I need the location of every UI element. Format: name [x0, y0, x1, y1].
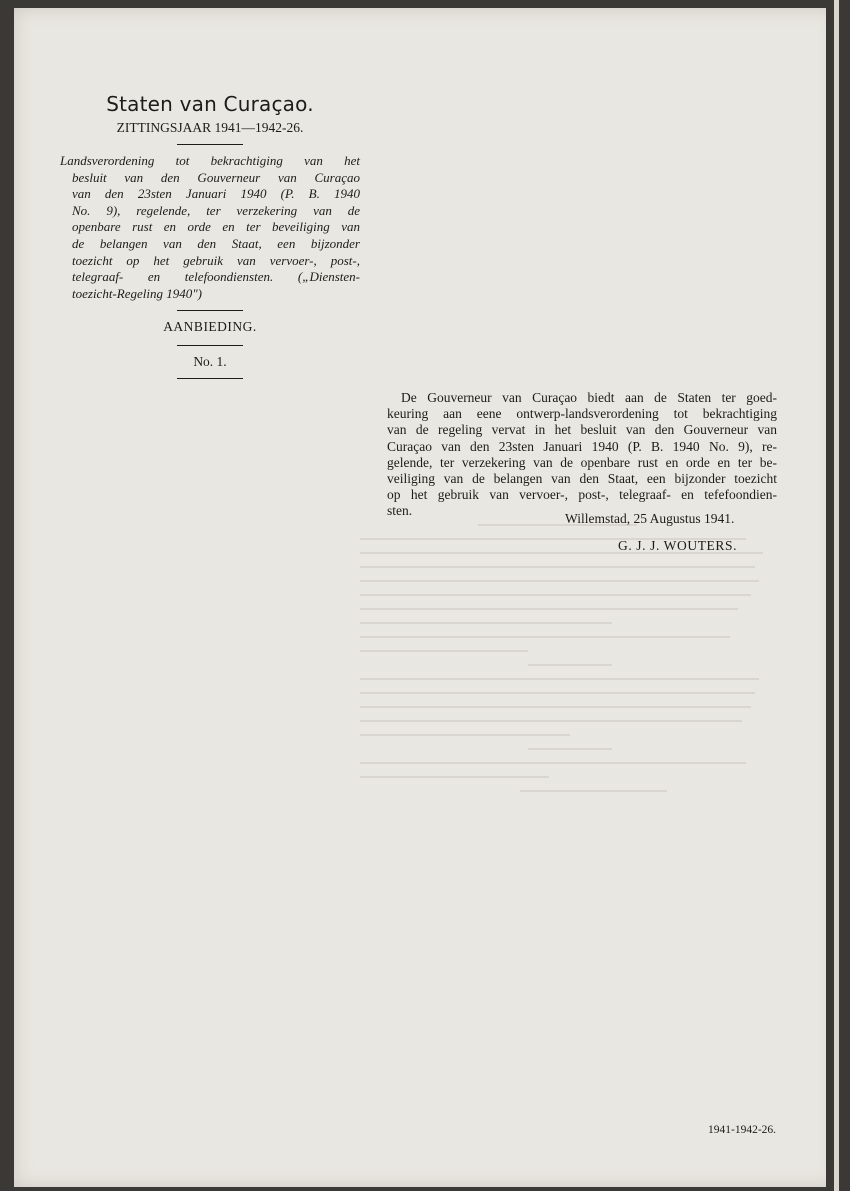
subject-line: van den 23sten Januari 1940 (P. B. 1940: [72, 186, 360, 202]
document-number: No. 1.: [193, 354, 227, 370]
place-date: Willemstad, 25 Augustus 1941.: [565, 511, 735, 526]
body-line: gelende, ter verzekering van de openbare rust en orde en ter be-: [387, 454, 777, 470]
subject-line: de belangen van den Staat, een bijzonder: [72, 235, 360, 251]
divider: [177, 345, 243, 346]
divider: [177, 144, 243, 145]
body-line: op het gebruik van vervoer-, post-, telegraaf- en tefefoondien-: [387, 487, 777, 503]
body-line: De Gouverneur van Curaçao biedt aan de Staten ter goed-: [401, 390, 777, 405]
signatory: G. J. J. WOUTERS.: [618, 538, 738, 553]
heading-column: [60, 92, 360, 387]
subject-line: toezicht op het gebruik van vervoer-, post-,: [72, 252, 360, 268]
subject-line: No. 9), regelende, ter verzekering van de: [72, 202, 360, 218]
body-line: veiliging van de belangen van den Staat, een bijzonder toezicht: [387, 471, 777, 487]
subject-line: openbare rust en orde en ter beveiliging van: [72, 219, 360, 235]
subject-line: toezicht-Regeling 1940"): [72, 285, 203, 301]
institution-title: Staten van Curaçao.: [106, 92, 314, 116]
document-type: AANBIEDING.: [163, 319, 257, 335]
session-year: ZITTINGSJAAR 1941—1942-26.: [116, 120, 304, 135]
body-line: sten.: [387, 503, 413, 519]
footer-document-code: 1941-1942-26.: [708, 1124, 777, 1136]
offer-text: [387, 390, 777, 520]
subject-description: [60, 153, 360, 302]
scan-border-top: [0, 0, 850, 8]
subject-line: besluit van den Gouverneur van Curaçao: [72, 169, 360, 185]
divider: [177, 310, 243, 311]
divider: [177, 378, 243, 379]
subject-line: telegraaf- en telefoondiensten. („Diensten-: [72, 269, 360, 285]
body-line: keuring aan eene ontwerp-landsverordening tot bekrachtiging: [387, 406, 777, 422]
subject-line: Landsverordening tot bekrachtiging van het: [60, 153, 360, 168]
body-line: van de regeling vervat in het besluit van den Gouverneur van: [387, 422, 777, 438]
body-line: Curaçao van den 23sten Januari 1940 (P. B. 1940 No. 9), re-: [387, 438, 777, 454]
scan-border-right: [826, 0, 850, 1191]
